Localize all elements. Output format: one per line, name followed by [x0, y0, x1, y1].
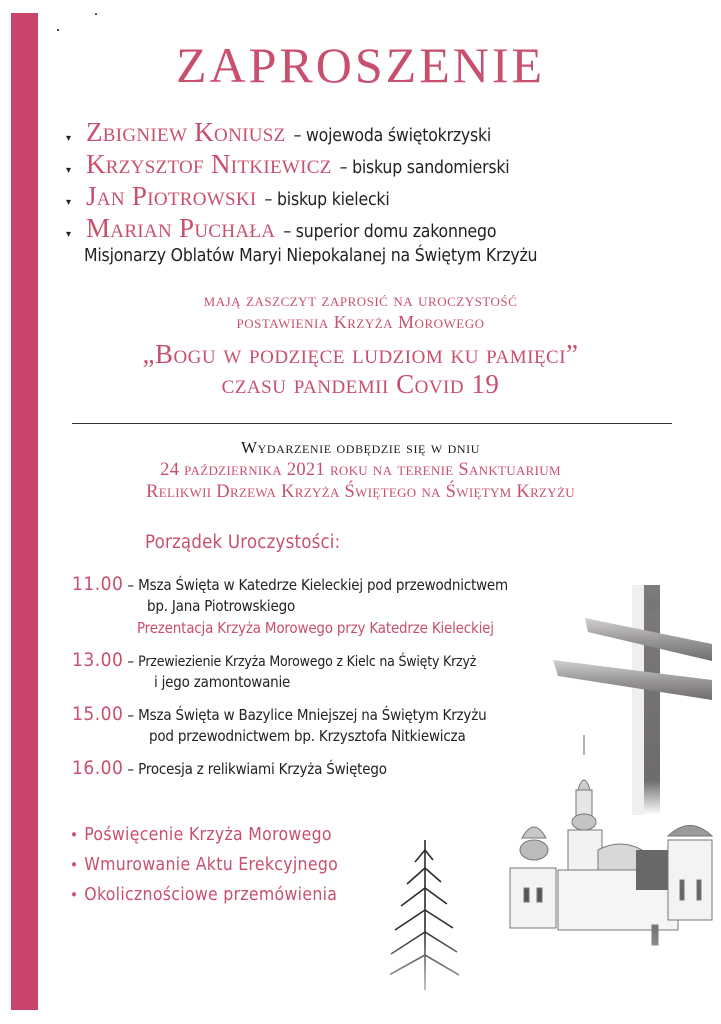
schedule-note: Prezentacja Krzyża Morowego przy Katedrze Kieleckiej — [137, 619, 494, 637]
bullet-icon: ▾ — [66, 197, 72, 208]
host-role: – biskup kielecki — [264, 190, 390, 210]
schedule-continuation: i jego zamontowanie — [154, 673, 291, 691]
double-cross-icon — [553, 585, 712, 815]
host-item — [66, 213, 706, 245]
extra-item — [70, 825, 338, 855]
schedule-dash: – — [127, 706, 135, 724]
schedule-dash: – — [127, 760, 135, 778]
bullet-icon: • — [70, 826, 79, 844]
bullet-icon: ▾ — [66, 229, 72, 240]
invitation-text — [0, 289, 721, 399]
host-name: Marian Puchała — [86, 213, 276, 243]
event-date-place: Relikwii Drzewa Krzyża Świętego na Świętym Krzyżu — [146, 482, 575, 502]
scan-speck — [95, 13, 97, 15]
extra-text: Poświęcenie Krzyża Morowego — [84, 825, 332, 845]
host-item — [66, 149, 706, 181]
scan-speck — [57, 29, 59, 31]
host-item — [66, 117, 706, 149]
event-intro: Wydarzenie odbędzie się w dniu — [240, 438, 480, 457]
invite-line: postawienia Krzyża Morowego — [236, 312, 485, 332]
extra-item — [70, 855, 338, 885]
schedule-dash: – — [127, 576, 135, 594]
event-date-place: 24 października 2021 roku na terenie Sanktuarium — [160, 460, 561, 480]
host-role: – superior domu zakonnego — [283, 222, 497, 242]
schedule-text: Przewiezienie Krzyża Morowego z Kielc na Święty Krzyż — [138, 654, 477, 670]
host-item — [66, 181, 706, 213]
schedule-time: 11.00 — [72, 573, 124, 595]
schedule-time: 13.00 — [72, 649, 124, 671]
schedule-time: 15.00 — [72, 703, 124, 725]
bullet-icon: ▾ — [66, 133, 72, 144]
motto-line: czasu pandemii Covid 19 — [221, 369, 500, 399]
host-role: – biskup sandomierski — [339, 158, 510, 178]
host-name: Zbigniew Koniusz — [86, 117, 286, 147]
motto-line: „Bogu w podzięce ludziom ku pamięci” — [142, 339, 579, 369]
schedule-text: Msza Święta w Bazylice Mniejszej na Świętym Krzyżu — [138, 706, 487, 724]
host-name: Jan Piotrowski — [86, 181, 257, 211]
schedule-dash: – — [127, 652, 135, 670]
schedule-time: 16.00 — [72, 757, 124, 779]
event-details — [0, 437, 721, 503]
ceremony-extras-list — [70, 825, 338, 915]
host-name: Krzysztof Nitkiewicz — [86, 149, 332, 179]
schedule-text: Procesja z relikwiami Krzyża Świętego — [138, 760, 387, 778]
double-cross-sanctuary-illustration — [390, 580, 721, 1024]
horizontal-divider — [72, 423, 672, 424]
bullet-icon: ▾ — [66, 165, 72, 176]
program-heading: Porządek Uroczystości: — [145, 532, 341, 553]
schedule-text: Msza Święta w Katedrze Kieleckiej pod przewodnictwem — [138, 576, 508, 594]
schedule-continuation: pod przewodnictwem bp. Krzysztofa Nitkiewicza — [149, 727, 466, 745]
host-role: – wojewoda świętokrzyski — [293, 126, 492, 146]
bullet-icon: • — [70, 856, 79, 874]
host-list — [66, 117, 706, 266]
host-role-continuation: Misjonarzy Oblatów Maryi Niepokalanej na Świętym Krzyżu — [84, 246, 538, 266]
schedule-continuation: bp. Jana Piotrowskiego — [147, 597, 295, 615]
extra-text: Wmurowanie Aktu Erekcyjnego — [84, 855, 339, 875]
extra-text: Okolicznościowe przemówienia — [84, 885, 338, 905]
bullet-icon: • — [70, 886, 79, 904]
page-title: ZAPROSZENIE — [175, 37, 546, 93]
sanctuary-building-icon — [510, 735, 712, 945]
invite-line: mają zaszczyt zaprosić na uroczystość — [203, 290, 518, 310]
decorative-side-bar — [11, 13, 38, 1010]
extra-item — [70, 885, 338, 915]
